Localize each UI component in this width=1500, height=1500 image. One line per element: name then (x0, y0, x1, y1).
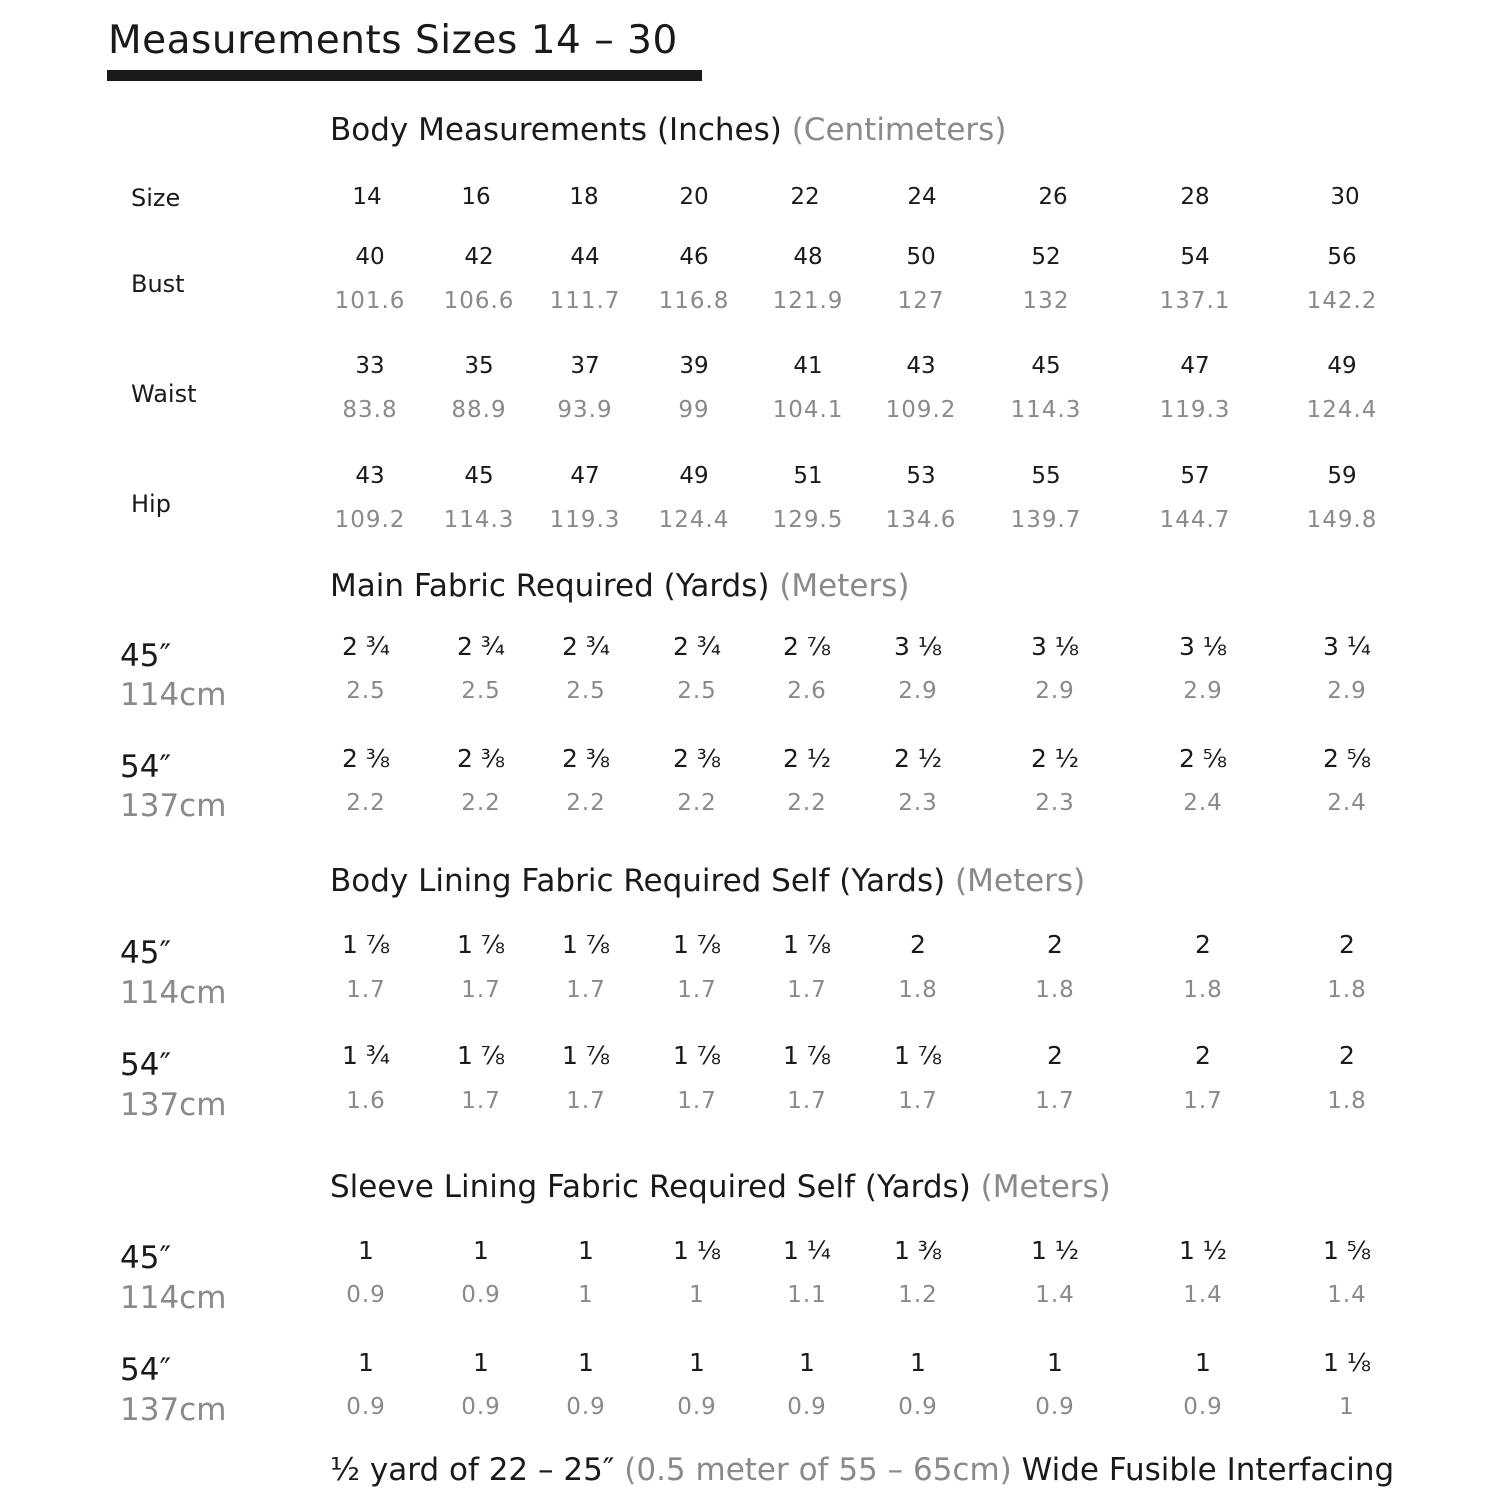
meters-value: 2.5 (461, 678, 501, 704)
fabric-width-inches: 45″ (120, 638, 172, 674)
yards-value: 3 ⅛ (1030, 632, 1080, 661)
meters-value: 0.9 (677, 1394, 717, 1420)
inches-value: 56 (1327, 244, 1357, 270)
cm-value: 83.8 (342, 397, 398, 423)
cm-value: 139.7 (1010, 507, 1082, 533)
meters-value: 1.8 (1035, 977, 1075, 1003)
meters-value: 1.7 (346, 977, 386, 1003)
yards-value: 1 (910, 1348, 926, 1377)
yards-value: 1 (358, 1236, 374, 1265)
meters-value: 1.7 (1035, 1088, 1075, 1114)
cm-value: 124.4 (658, 507, 730, 533)
meters-value: 2.9 (898, 678, 938, 704)
cm-value: 119.3 (1159, 397, 1231, 423)
meters-value: 0.9 (461, 1394, 501, 1420)
yards-value: 2 ½ (1030, 744, 1080, 773)
yards-value: 1 ½ (1178, 1236, 1228, 1265)
yards-value: 1 ¼ (782, 1236, 832, 1265)
heading-alt-units: (Centimeters) (791, 112, 1007, 148)
fabric-width-inches: 45″ (120, 1240, 172, 1276)
inches-value: 44 (570, 244, 600, 270)
cm-value: 116.8 (658, 288, 730, 314)
meters-value: 1.7 (1183, 1088, 1223, 1114)
heading-text: Main Fabric Required (Yards) (330, 568, 770, 604)
heading-alt-units: (Meters) (945, 863, 1086, 899)
meters-value: 0.9 (1183, 1394, 1223, 1420)
meters-value: 2.5 (346, 678, 386, 704)
meters-value: 1.4 (1183, 1282, 1223, 1308)
cm-value: 109.2 (334, 507, 406, 533)
cm-value: 106.6 (443, 288, 515, 314)
yards-value: 1 (689, 1348, 705, 1377)
size-value: 18 (569, 184, 599, 210)
cm-value: 119.3 (549, 507, 621, 533)
fabric-width-cm: 114cm (120, 975, 227, 1011)
inches-value: 49 (1327, 353, 1357, 379)
heading-text: Body Lining Fabric Required Self (Yards) (330, 863, 946, 899)
yards-value: 1 ⅞ (561, 1041, 611, 1070)
meters-value: 1.7 (677, 977, 717, 1003)
meters-value: 0.9 (1035, 1394, 1075, 1420)
yards-value: 1 ⅞ (672, 930, 722, 959)
cm-value: 129.5 (772, 507, 844, 533)
fabric-section-heading (330, 863, 1085, 899)
meters-value: 1 (578, 1282, 594, 1308)
size-value: 16 (461, 184, 491, 210)
yards-value: 1 (473, 1236, 489, 1265)
inches-value: 41 (793, 353, 823, 379)
yards-value: 2 ⅝ (1322, 744, 1372, 773)
meters-value: 1.1 (787, 1282, 827, 1308)
size-value: 28 (1180, 184, 1210, 210)
meters-value: 2.6 (787, 678, 827, 704)
size-value: 14 (352, 184, 382, 210)
interfacing-note (330, 1452, 1394, 1488)
yards-value: 3 ¼ (1322, 632, 1372, 661)
meters-value: 0.9 (346, 1394, 386, 1420)
fabric-width-cm: 114cm (120, 677, 227, 713)
yards-value: 1 ⅞ (341, 930, 391, 959)
yards-value: 2 (1339, 1041, 1355, 1070)
inches-value: 50 (906, 244, 936, 270)
meters-value: 0.9 (898, 1394, 938, 1420)
meters-value: 2.2 (566, 790, 606, 816)
yards-value: 1 ⅛ (672, 1236, 722, 1265)
fabric-width-inches: 54″ (120, 749, 172, 785)
size-label: Size (131, 184, 181, 212)
yards-value: 2 ½ (782, 744, 832, 773)
fabric-width-cm: 137cm (120, 788, 227, 824)
meters-value: 2.2 (346, 790, 386, 816)
inches-value: 57 (1180, 463, 1210, 489)
inches-value: 53 (906, 463, 936, 489)
inches-value: 43 (906, 353, 936, 379)
size-value: 26 (1038, 184, 1068, 210)
meters-value: 1.8 (1183, 977, 1223, 1003)
inches-value: 35 (464, 353, 494, 379)
yards-value: 1 (578, 1348, 594, 1377)
yards-value: 1 ⅜ (893, 1236, 943, 1265)
fabric-section-heading (330, 1169, 1111, 1205)
fabric-width-cm: 137cm (120, 1087, 227, 1123)
yards-value: 1 ¾ (341, 1041, 391, 1070)
yards-value: 2 (1195, 1041, 1211, 1070)
yards-value: 2 (1195, 930, 1211, 959)
heading-alt-units: (Meters) (970, 1169, 1111, 1205)
size-value: 30 (1330, 184, 1360, 210)
meters-value: 2.3 (1035, 790, 1075, 816)
meters-value: 0.9 (787, 1394, 827, 1420)
cm-value: 114.3 (1010, 397, 1082, 423)
yards-value: 2 (1047, 1041, 1063, 1070)
row-label-waist: Waist (131, 380, 197, 408)
cm-value: 149.8 (1306, 507, 1378, 533)
cm-value: 111.7 (549, 288, 621, 314)
meters-value: 1.4 (1327, 1282, 1367, 1308)
heading-text: Sleeve Lining Fabric Required Self (Yards) (330, 1169, 971, 1205)
yards-value: 1 ⅝ (1322, 1236, 1372, 1265)
meters-value: 1.8 (1327, 1088, 1367, 1114)
fabric-width-inches: 45″ (120, 935, 172, 971)
meters-value: 2.4 (1327, 790, 1367, 816)
yards-value: 2 (1047, 930, 1063, 959)
yards-value: 1 (1047, 1348, 1063, 1377)
yards-value: 1 ⅞ (456, 1041, 506, 1070)
yards-value: 2 ⅞ (782, 632, 832, 661)
meters-value: 1.7 (677, 1088, 717, 1114)
size-value: 20 (679, 184, 709, 210)
yards-value: 2 ⅝ (1178, 744, 1228, 773)
yards-value: 1 ⅛ (1322, 1348, 1372, 1377)
cm-value: 142.2 (1306, 288, 1378, 314)
cm-value: 132 (1022, 288, 1070, 314)
inches-value: 47 (1180, 353, 1210, 379)
meters-value: 2.5 (677, 678, 717, 704)
meters-value: 1.7 (787, 1088, 827, 1114)
meters-value: 1.6 (346, 1088, 386, 1114)
yards-value: 2 ¾ (672, 632, 722, 661)
cm-value: 121.9 (772, 288, 844, 314)
cm-value: 144.7 (1159, 507, 1231, 533)
cm-value: 93.9 (557, 397, 613, 423)
yards-value: 2 ¾ (456, 632, 506, 661)
cm-value: 109.2 (885, 397, 957, 423)
inches-value: 46 (679, 244, 709, 270)
yards-value: 2 ⅜ (561, 744, 611, 773)
inches-value: 54 (1180, 244, 1210, 270)
meters-value: 1 (1339, 1394, 1355, 1420)
cm-value: 114.3 (443, 507, 515, 533)
yards-value: 2 ⅜ (341, 744, 391, 773)
inches-value: 47 (570, 463, 600, 489)
heading-alt-units: (Meters) (769, 568, 910, 604)
cm-value: 104.1 (772, 397, 844, 423)
meters-value: 1.4 (1035, 1282, 1075, 1308)
inches-value: 45 (1031, 353, 1061, 379)
cm-value: 88.9 (451, 397, 507, 423)
row-label-hip: Hip (131, 490, 171, 518)
inches-value: 40 (355, 244, 385, 270)
fabric-width-inches: 54″ (120, 1047, 172, 1083)
meters-value: 1.8 (898, 977, 938, 1003)
yards-value: 2 ¾ (561, 632, 611, 661)
size-value: 24 (907, 184, 937, 210)
yards-value: 1 ⅞ (672, 1041, 722, 1070)
yards-value: 1 (578, 1236, 594, 1265)
inches-value: 51 (793, 463, 823, 489)
yards-value: 2 ½ (893, 744, 943, 773)
cm-value: 101.6 (334, 288, 406, 314)
meters-value: 2.9 (1035, 678, 1075, 704)
yards-value: 2 (910, 930, 926, 959)
yards-value: 1 ⅞ (561, 930, 611, 959)
row-label-bust: Bust (131, 270, 185, 298)
yards-value: 1 (1195, 1348, 1211, 1377)
page-title: Measurements Sizes 14 – 30 (108, 18, 678, 63)
yards-value: 1 ⅞ (893, 1041, 943, 1070)
note-interfacing: Wide Fusible Interfacing (1021, 1452, 1395, 1488)
cm-value: 99 (678, 397, 710, 423)
inches-value: 33 (355, 353, 385, 379)
meters-value: 1.7 (566, 977, 606, 1003)
meters-value: 1.8 (1327, 977, 1367, 1003)
meters-value: 0.9 (566, 1394, 606, 1420)
meters-value: 2.2 (461, 790, 501, 816)
meters-value: 2.9 (1183, 678, 1223, 704)
yards-value: 3 ⅛ (893, 632, 943, 661)
inches-value: 37 (570, 353, 600, 379)
inches-value: 45 (464, 463, 494, 489)
yards-value: 2 ¾ (341, 632, 391, 661)
meters-value: 1.7 (461, 977, 501, 1003)
yards-value: 3 ⅛ (1178, 632, 1228, 661)
yards-value: 1 ⅞ (456, 930, 506, 959)
meters-value: 1.7 (898, 1088, 938, 1114)
meters-value: 2.4 (1183, 790, 1223, 816)
yards-value: 2 ⅜ (672, 744, 722, 773)
inches-value: 55 (1031, 463, 1061, 489)
meters-value: 1.7 (566, 1088, 606, 1114)
meters-value: 2.2 (787, 790, 827, 816)
inches-value: 49 (679, 463, 709, 489)
fabric-section-heading (330, 568, 909, 604)
heading-text: Body Measurements (Inches) (330, 112, 782, 148)
fabric-width-cm: 137cm (120, 1392, 227, 1428)
note-meters: (0.5 meter of 55 – 65cm) (624, 1452, 1012, 1488)
cm-value: 124.4 (1306, 397, 1378, 423)
meters-value: 1.7 (461, 1088, 501, 1114)
inches-value: 59 (1327, 463, 1357, 489)
yards-value: 1 (358, 1348, 374, 1377)
meters-value: 1.2 (898, 1282, 938, 1308)
yards-value: 1 ⅞ (782, 930, 832, 959)
inches-value: 48 (793, 244, 823, 270)
meters-value: 2.9 (1327, 678, 1367, 704)
yards-value: 1 ⅞ (782, 1041, 832, 1070)
inches-value: 42 (464, 244, 494, 270)
yards-value: 2 (1339, 930, 1355, 959)
fabric-width-cm: 114cm (120, 1280, 227, 1316)
yards-value: 1 (473, 1348, 489, 1377)
inches-value: 39 (679, 353, 709, 379)
yards-value: 1 ½ (1030, 1236, 1080, 1265)
note-yards: ½ yard of 22 – 25″ (330, 1452, 615, 1488)
meters-value: 2.5 (566, 678, 606, 704)
body-measurements-heading (330, 112, 1006, 148)
cm-value: 134.6 (885, 507, 957, 533)
title-underline (107, 70, 702, 81)
inches-value: 52 (1031, 244, 1061, 270)
meters-value: 1 (689, 1282, 705, 1308)
yards-value: 2 ⅜ (456, 744, 506, 773)
meters-value: 2.3 (898, 790, 938, 816)
inches-value: 43 (355, 463, 385, 489)
cm-value: 137.1 (1159, 288, 1231, 314)
yards-value: 1 (799, 1348, 815, 1377)
meters-value: 2.2 (677, 790, 717, 816)
cm-value: 127 (897, 288, 945, 314)
meters-value: 1.7 (787, 977, 827, 1003)
meters-value: 0.9 (461, 1282, 501, 1308)
size-value: 22 (790, 184, 820, 210)
fabric-width-inches: 54″ (120, 1352, 172, 1388)
meters-value: 0.9 (346, 1282, 386, 1308)
